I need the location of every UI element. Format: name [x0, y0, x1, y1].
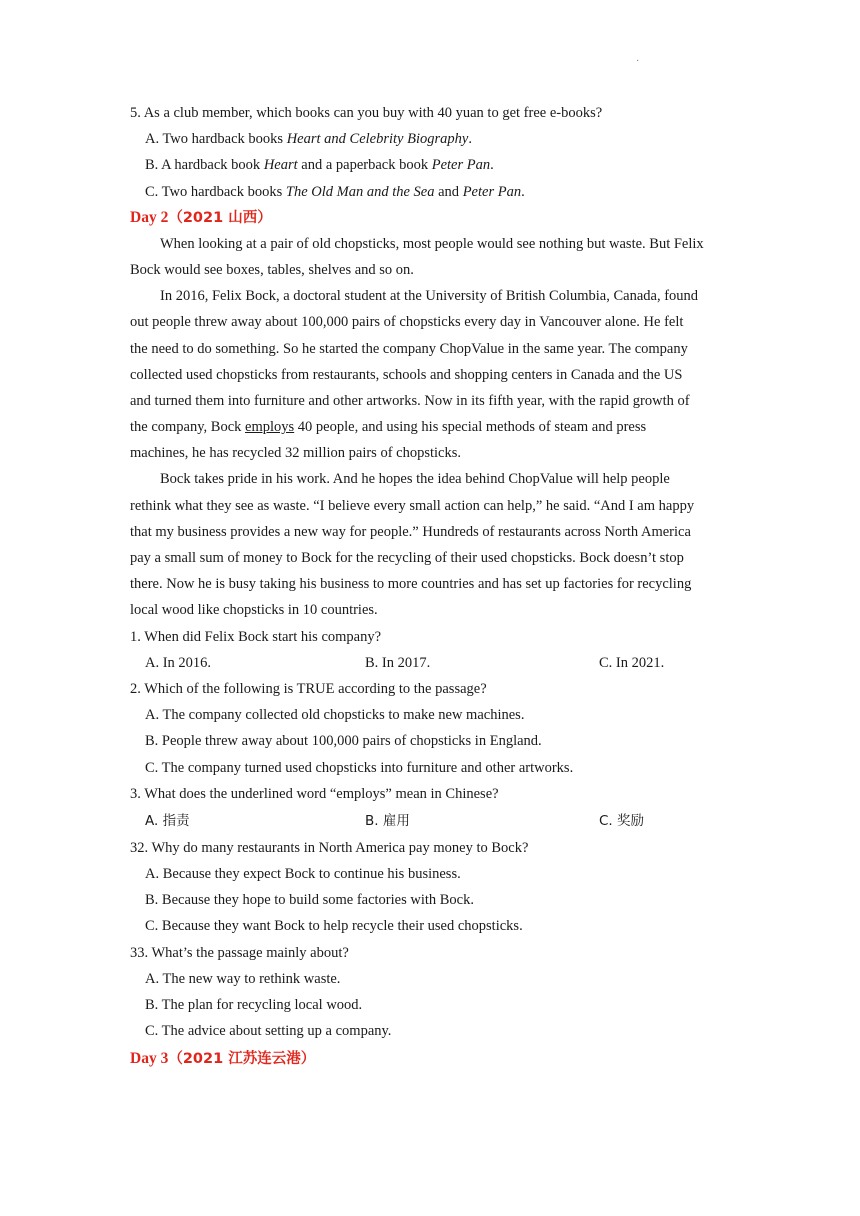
q1-option-a: A. In 2016. [145, 654, 212, 671]
passage-line: collected used chopsticks from restaurants, schools and shopping centers in Canada and the US [130, 366, 683, 383]
q1-stem: 1. When did Felix Bock start his company? [130, 628, 382, 645]
q2-option-a: A. The company collected old chopsticks to make new machines. [145, 707, 525, 724]
day3-heading: Day 3（2021 江苏连云港） [130, 1050, 316, 1068]
passage-line: and turned them into furniture and other artworks. Now in its fifth year, with the rapid growth of [130, 392, 690, 409]
q3-option-c: C. 奖励 [599, 812, 645, 829]
passage-line: pay a small sum of money to Bock for the recycling of their used chopsticks. Bock doesn’t stop [130, 550, 684, 566]
passage-line: out people threw away about 100,000 pairs of chopsticks every day in Vancouver alone. He felt [130, 314, 684, 331]
passage-line: that my business provides a new way for people.” Hundreds of restaurants across North America [130, 523, 691, 540]
q3-stem: 3. What does the underlined word “employs” mean in Chinese? [130, 785, 499, 802]
q1-option-b: B. In 2017. [365, 654, 431, 671]
passage-line: When looking at a pair of old chopsticks, most people would see nothing but waste. But Felix [160, 235, 704, 252]
page-content [130, 100, 730, 1072]
q3-option-b: B. 雇用 [365, 812, 410, 829]
q32-option-a: A. Because they expect Bock to continue his business. [145, 866, 461, 883]
q5-option-a: A. Two hardback books Heart and Celebrity Biography. [145, 131, 472, 148]
passage-line: Bock takes pride in his work. And he hopes the idea behind ChopValue will help people [160, 471, 670, 488]
passage-line: rethink what they see as waste. “I believe every small action can help,” he said. “And I am happy [130, 497, 695, 514]
q2-stem: 2. Which of the following is TRUE according to the passage? [130, 680, 487, 697]
q5-option-c: C. Two hardback books The Old Man and the Sea and Peter Pan. [145, 183, 525, 200]
passage-line: the company, Bock employs 40 people, and using his special methods of steam and press [130, 419, 647, 436]
q3-option-a: A. 指责 [145, 812, 190, 829]
q33-option-a: A. The new way to rethink waste. [145, 970, 341, 987]
q1-option-c: C. In 2021. [599, 654, 665, 671]
passage-line: machines, he has recycled 32 million pairs of chopsticks. [130, 445, 461, 462]
day2-heading: Day 2（2021 山西） [130, 208, 272, 226]
q5-option-b: B. A hardback book Heart and a paperback book Peter Pan. [145, 157, 494, 174]
q5-stem: 5. As a club member, which books can you buy with 40 yuan to get free e-books? [130, 105, 603, 121]
q32-option-b: B. Because they hope to build some factories with Bock. [145, 892, 474, 909]
q32-option-c: C. Because they want Bock to help recycle their used chopsticks. [145, 918, 523, 935]
passage-line: In 2016, Felix Bock, a doctoral student at the University of British Columbia, Canada, found [160, 288, 699, 305]
q32-stem: 32. Why do many restaurants in North America pay money to Bock? [130, 839, 529, 856]
top-mark: · [636, 56, 640, 67]
q3-options [130, 807, 730, 835]
q33-stem: 33. What’s the passage mainly about? [130, 944, 349, 961]
q33-option-c: C. The advice about setting up a company. [145, 1023, 392, 1040]
q2-option-b: B. People threw away about 100,000 pairs of chopsticks in England. [145, 733, 542, 750]
passage-line: there. Now he is busy taking his business to more countries and has set up factories for recycling [130, 576, 692, 593]
passage-line: local wood like chopsticks in 10 countries. [130, 602, 378, 619]
q33-option-b: B. The plan for recycling local wood. [145, 997, 363, 1013]
underlined-word-employs: employs [245, 419, 295, 436]
passage-line: the need to do something. So he started the company ChopValue in the same year. The company [130, 340, 688, 357]
q1-options [130, 650, 730, 676]
q2-option-c: C. The company turned used chopsticks into furniture and other artworks. [145, 759, 574, 776]
passage-line: Bock would see boxes, tables, shelves and so on. [130, 261, 414, 278]
